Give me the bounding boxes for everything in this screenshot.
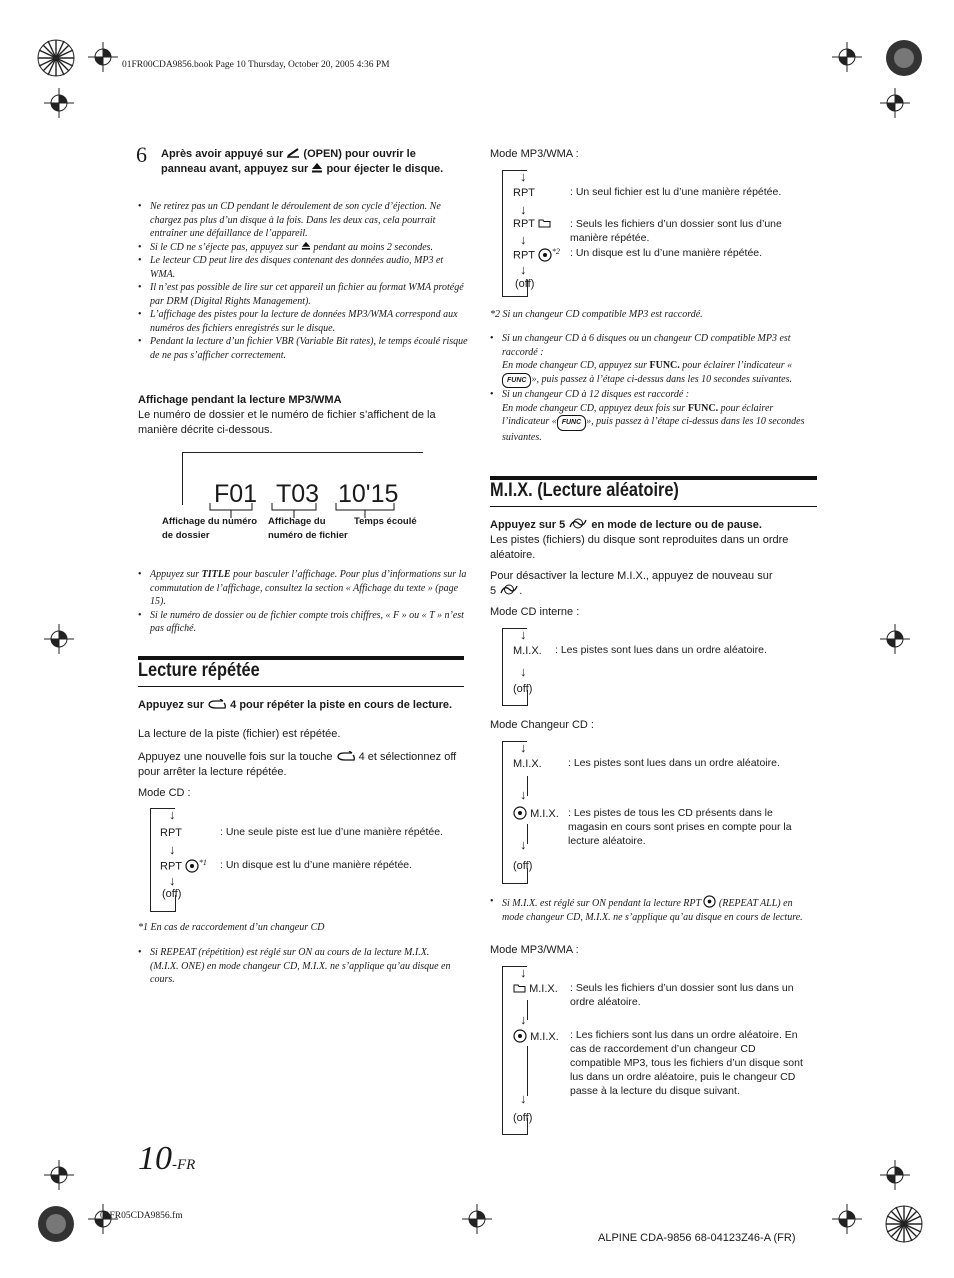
changer-off-label: (off) (513, 860, 533, 872)
changer-mix-all-desc: : Les pistes de tous les CD présents dans le magasin en cours sont prises en compte pour la lecture aléatoire. (568, 807, 792, 847)
cd-notes-list (138, 200, 468, 362)
cycle-line (150, 808, 151, 912)
caption-file: Affichage du numéro de fichier (268, 516, 348, 541)
repeat-notes-list (138, 946, 460, 987)
mp3-rpt-disc-label: RPT $^{*2}$ (513, 247, 560, 262)
cycle-line (502, 296, 527, 297)
arrow-down-icon: ↓ (520, 1012, 527, 1027)
repeat-body1: La lecture de la piste (fichier) est répétée. (138, 728, 341, 740)
registration-mark-icon (884, 1204, 924, 1244)
section-rule (490, 506, 817, 507)
caption-folder: Affichage du numéro de dossier (162, 516, 258, 541)
mp3-mix-disc-label: M.I.X. (513, 1029, 559, 1043)
list-item: • Appuyez sur TITLE pour basculer l’affichage. Pour plus d’informations sur la commutation de l’affichage, consultez la section « Affichage du texte » (page 15). (138, 568, 468, 609)
crosshair-mark-icon (88, 42, 118, 72)
disc-icon (513, 1029, 527, 1043)
list-item: • Si le CD ne s’éjecte pas, appuyez sur pendant au moins 2 secondes. (138, 241, 468, 255)
folder-icon (538, 218, 551, 228)
mix-instruction: Appuyez sur 5 en mode de lecture ou de pause. (490, 519, 762, 531)
mix-section-title: M.I.X. (Lecture aléatoire) (490, 480, 679, 501)
cd-rpt-all-label: RPT $^{*1}$ (160, 858, 207, 873)
mp3-mix-folder-desc: : Seuls les fichiers d’un dossier sont lus dans un ordre aléatoire. (570, 982, 794, 1008)
arrow-down-icon: ↓ (520, 965, 527, 980)
mp3-rpt-label: RPT (513, 187, 535, 199)
arrow-down-icon: ↓ (520, 787, 527, 802)
step-number: 6 (136, 142, 147, 167)
open-icon (286, 147, 300, 158)
list-item: • Si M.I.X. est réglé sur ON pendant la lecture RPT (REPEAT ALL) en mode changeur CD, M.I.X. ne s’applique qu’au disque en cours de lecture. (490, 895, 812, 924)
footer-file: 01FR05CDA9856.fm (100, 1211, 183, 1221)
cycle-line (502, 741, 503, 884)
mode-cd-label: Mode CD : (138, 787, 191, 799)
registration-mark-icon (884, 38, 924, 78)
repeat-instruction: Appuyez sur 4 pour répéter la piste en cours de lecture. (138, 699, 453, 711)
lcd-folder: F01 (214, 480, 258, 508)
list-item: • Il n’est pas possible de lire sur cet appareil un fichier au format WMA protégé par DRM (Digital Rights Management). (138, 281, 468, 308)
list-item: • Le lecteur CD peut lire des disques contenant des données audio, MP3 et WMA. (138, 254, 468, 281)
crosshair-mark-icon (44, 88, 74, 118)
repeat-body2: Appuyez une nouvelle fois sur la touche 4 et sélectionnez off pour arrêter la lecture répétée. (138, 751, 457, 778)
eject-icon (301, 241, 311, 250)
cd-rpt-all-desc: : Un disque est lu d’une manière répétée. (220, 859, 413, 871)
crosshair-mark-icon (44, 624, 74, 654)
registration-mark-icon (36, 1204, 76, 1244)
list-item: • L’affichage des pistes pour la lecture de données MP3/WMA correspond aux numéros des fichiers enregistrés sur le disque. (138, 308, 468, 335)
mp3-off-label: (off) (515, 278, 535, 290)
mix-notes-list (490, 895, 812, 924)
shuffle-icon (499, 584, 519, 595)
func-indicator: FUNC (502, 373, 531, 389)
cycle-line (502, 883, 527, 884)
registration-mark-icon (36, 38, 76, 78)
crosshair-mark-icon (880, 624, 910, 654)
list-item: • Si un changeur CD à 12 disques est raccordé : En mode changeur CD, appuyez deux fois sur FUNC. pour éclairer l’indicateur « FUNC », puis passez à l’étape ci-dessus dans les 10 secondes suivantes. (490, 388, 820, 444)
func-indicator: FUNC (557, 415, 586, 431)
crosshair-mark-icon (832, 1204, 862, 1234)
mix-body1: Les pistes (fichiers) du disque sont reproduites dans un ordre aléatoire. (490, 534, 789, 561)
arrow-down-icon: ↓ (520, 262, 527, 277)
list-item: • Si le numéro de dossier ou de fichier compte trois chiffres, « F » ou « T » n’est pas affiché. (138, 609, 468, 636)
repeat-section-title: Lecture répétée (138, 660, 260, 681)
title-notes-list (138, 568, 468, 636)
mp3-rpt-disc-desc: : Un disque est lu d’une manière répétée. (570, 247, 763, 259)
crosshair-mark-icon (880, 1160, 910, 1190)
arrow-down-icon: ↓ (169, 873, 176, 888)
lcd-time: 10'15 (338, 480, 399, 508)
crosshair-mark-icon (462, 1204, 492, 1234)
arrow-down-icon: ↓ (520, 169, 527, 184)
mp3-mix-disc-desc: : Les fichiers sont lus dans un ordre aléatoire. En cas de raccordement d’un changeur CD compatible MP3, tous les fichiers d’un disque sont lus dans un ordre aléatoire, puis le changeur CD passe à la lecture du disque suivant. (570, 1029, 803, 1097)
internal-mix-desc: : Les pistes sont lues dans un ordre aléatoire. (555, 644, 767, 656)
mix-mode-mp3-label: Mode MP3/WMA : (490, 944, 579, 956)
list-item: • Si REPEAT (répétition) est réglé sur ON au cours de la lecture M.I.X. (M.I.X. ONE) en mode changeur CD, M.I.X. ne s’applique qu’au disque en cours. (138, 946, 460, 987)
cycle-line (527, 1000, 528, 1020)
arrow-down-icon: ↓ (520, 664, 527, 679)
cycle-line (502, 628, 503, 706)
step-6-text: Après avoir appuyé sur (OPEN) pour ouvrir le panneau avant, appuyez sur pour éjecter le disque. (161, 148, 444, 175)
cycle-line (502, 705, 527, 706)
changer-mix-label: M.I.X. (513, 758, 542, 770)
mp3-display-heading: Affichage pendant la lecture MP3/WMA (138, 394, 342, 406)
disc-icon (538, 248, 552, 262)
arrow-down-icon: ↓ (520, 837, 527, 852)
folder-icon (513, 983, 526, 993)
footnote-1: *1 En cas de raccordement d’un changeur CD (138, 922, 325, 933)
section-rule (138, 686, 464, 687)
disc-icon (185, 859, 199, 873)
mp3-mix-off-label: (off) (513, 1112, 533, 1124)
cycle-line (502, 1134, 527, 1135)
cd-rpt-label: RPT (160, 827, 182, 839)
cd-rpt-desc: : Une seule piste est lue d’une manière répétée. (220, 826, 443, 838)
disc-icon (703, 895, 716, 908)
mp3-display-body: Le numéro de dossier et le numéro de fichier s’affichent de la manière décrite ci-dessous. (138, 409, 436, 436)
changer-notes-list (490, 332, 820, 444)
arrow-down-icon: ↓ (169, 842, 176, 857)
changer-mix-desc: : Les pistes sont lues dans un ordre aléatoire. (568, 757, 780, 769)
mp3-rpt-folder-desc: : Seuls les fichiers d’un dossier sont lus d’une manière répétée. (570, 218, 782, 244)
mp3-mix-folder-label: M.I.X. (513, 983, 558, 995)
lcd-track: T03 (276, 480, 320, 508)
mix-body2: Pour désactiver la lecture M.I.X., appuyez de nouveau sur 5 . (490, 570, 773, 597)
footer-model: ALPINE CDA-9856 68-04123Z46-A (FR) (598, 1232, 796, 1244)
changer-mix-all-label: M.I.X. (513, 806, 559, 820)
arrow-down-icon: ↓ (520, 740, 527, 755)
cycle-line (502, 170, 503, 297)
internal-off-label: (off) (513, 683, 533, 695)
footnote-2: *2 Si un changeur CD compatible MP3 est raccordé. (490, 309, 703, 320)
arrow-down-icon: ↓ (520, 202, 527, 217)
crosshair-mark-icon (44, 1160, 74, 1190)
mp3-rpt-desc: : Un seul fichier est lu d’une manière répétée. (570, 186, 782, 198)
cycle-line (527, 824, 528, 844)
arrow-down-icon: ↓ (169, 807, 176, 822)
disc-icon (513, 806, 527, 820)
repeat-icon (336, 751, 356, 761)
eject-icon (311, 162, 323, 173)
list-item: • Pendant la lecture d’un fichier VBR (Variable Bit rates), le temps écoulé risque de ne pas s’afficher correctement. (138, 335, 468, 362)
internal-mix-label: M.I.X. (513, 645, 542, 657)
caption-time: Temps écoulé (354, 516, 417, 527)
crosshair-mark-icon (880, 88, 910, 118)
arrow-down-icon: ↓ (520, 232, 527, 247)
cycle-line (527, 1046, 528, 1096)
arrow-down-icon: ↓ (520, 1091, 527, 1106)
arrow-down-icon: ↓ (520, 627, 527, 642)
cycle-line (150, 911, 175, 912)
repeat-icon (207, 699, 227, 709)
mode-internal-label: Mode CD interne : (490, 606, 580, 618)
cycle-line (502, 966, 503, 1135)
mp3-rpt-folder-label: RPT (513, 218, 551, 230)
mode-changer-label: Mode Changeur CD : (490, 719, 594, 731)
crosshair-mark-icon (832, 42, 862, 72)
list-item: • Ne retirez pas un CD pendant le déroulement de son cycle d’éjection. Ne chargez pas plus d’un disque à la fois. Dans les deux cas, cela pourrait entraîner une défaillance de l’appareil. (138, 200, 468, 241)
mode-mp3-label: Mode MP3/WMA : (490, 148, 579, 160)
file-header-line: 01FR00CDA9856.book Page 10 Thursday, October 20, 2005 4:36 PM (122, 60, 390, 70)
list-item: • Si un changeur CD à 6 disques ou un changeur CD compatible MP3 est raccordé : En mode changeur CD, appuyez sur FUNC. pour éclairer l’indicateur «FUNC », puis passez à l’étape ci-dessus dans les 10 secondes suivantes. (490, 332, 820, 388)
cycle-line (527, 776, 528, 796)
cd-off-label: (off) (162, 888, 182, 900)
page-number: 10-FR (138, 1140, 196, 1177)
shuffle-icon (568, 518, 588, 529)
